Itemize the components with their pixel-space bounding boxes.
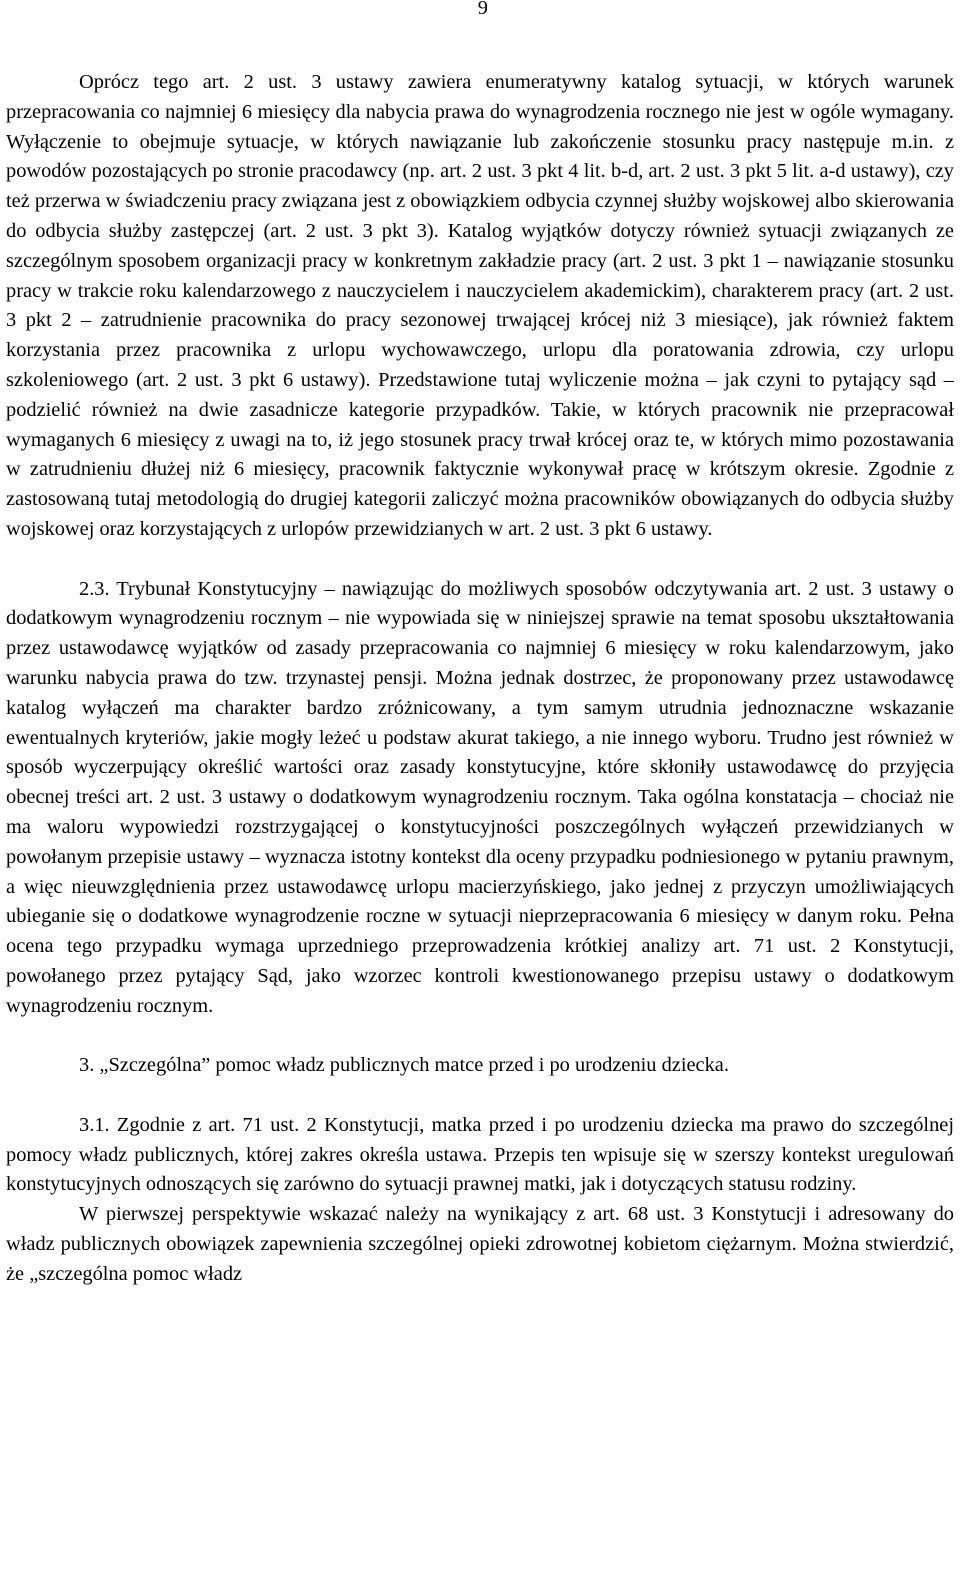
section-heading-3: 3. „Szczególna” pomoc władz publicznych matce przed i po urodzeniu dziecka. <box>79 1054 729 1077</box>
paragraph-section-2-3: 2.3. Trybunał Konstytucyjny – nawiązując do możliwych sposobów odczytywania art. 2 ust. 3 ustawy o dodatkowym wynagrodzeniu rocznym – nie wypowiada się w niniejszej sprawie na temat sposobu ukształtowania przez ustawodawcę wyjątków od zasady przepracowania co najmniej 6 miesięcy w roku kalendarzowym, jako warunku nabycia prawa do tzw. trzynastej pensji. Można jednak dostrzec, że proponowany przez ustawodawcę katalog wyłączeń ma charakter bardzo zróżnicowany, a tym samym utrudnia jednoznaczne wskazanie ewentualnych kryteriów, jakie mogły leżeć u podstaw akurat takiego, a nie innego wyboru. Trudno jest również w sposób wyczerpujący określić wartości oraz zasady konstytucyjne, które skłoniły ustawodawcę do przyjęcia obecnej treści art. 2 ust. 3 ustawy o dodatkowym wynagrodzeniu rocznym. Taka ogólna konstatacja – chociaż nie ma waloru wypowiedzi rozstrzygającej o konstytucyjności poszczególnych wyłączeń przewidzianych w powołanym przepisie ustawy – wyznacza istotny kontekst dla oceny przypadku podniesionego w pytaniu prawnym, a więc nieuwzględnienia przez ustawodawcę urlopu macierzyńskiego, jako jednej z przyczyn umożliwiających ubieganie się o dodatkowe wynagrodzenie roczne w sytuacji nieprzepracowania 6 miesięcy w danym roku. Pełna ocena tego przypadku wymaga uprzedniego przeprowadzenia krótkiej analizy art. 71 ust. 2 Konstytucji, powołanego przez pytający Sąd, jako wzorzec kontroli kwestionowanego przepisu ustawy o dodatkowym wynagrodzeniu rocznym. <box>6 577 954 1017</box>
paragraph-spacer <box>6 1022 954 1052</box>
document-body <box>6 68 954 1290</box>
paragraph-spacer <box>6 545 954 575</box>
paragraph-exceptions-catalog: Oprócz tego art. 2 ust. 3 ustawy zawiera enumeratywny katalog sytuacji, w których warunek przepracowania co najmniej 6 miesięcy dla nabycia prawa do wynagrodzenia rocznego nie jest w ogóle wymagany. Wyłączenie to obejmuje sytuacje, w których nawiązanie lub zakończenie stosunku pracy następuje m.in. z powodów pozostających po stronie pracodawcy (np. art. 2 ust. 3 pkt 4 lit. b-d, art. 2 ust. 3 pkt 5 lit. a-d ustawy), czy też przerwa w świadczeniu pracy związana jest z obowiązkiem odbycia czynnej służby wojskowej albo skierowania do odbycia służby zastępczej (art. 2 ust. 3 pkt 3). Katalog wyjątków dotyczy również sytuacji związanych ze szczególnym sposobem organizacji pracy w konkretnym zakładzie pracy (art. 2 ust. 3 pkt 1 – nawiązanie stosunku pracy w trakcie roku kalendarzowego z nauczycielem i nauczycielem akademickim), charakterem pracy (art. 2 ust. 3 pkt 2 – zatrudnienie pracownika do pracy sezonowej trwającej krócej niż 3 miesiące), jak również faktem korzystania przez pracownika z urlopu wychowawczego, urlopu dla poratowania zdrowia, czy urlopu szkoleniowego (art. 2 ust. 3 pkt 6 ustawy). Przedstawione tutaj wyliczenie można – jak czyni to pytający sąd – podzielić również na dwie zasadnicze kategorie przypadków. Takie, w których pracownik nie przepracował wymaganych 6 miesięcy z uwagi na to, iż jego stosunek pracy trwał krócej oraz te, w których mimo pozostawania w zatrudnieniu dłużej niż 6 miesięcy, pracownik faktycznie wykonywał pracę w krótszym okresie. Zgodnie z zastosowaną tutaj metodologią do drugiej kategorii zaliczyć można pracowników obowiązanych do odbycia służby wojskowej oraz korzystających z urlopów przewidzianych w art. 2 ust. 3 pkt 6 ustawy. <box>6 71 954 540</box>
page-number: 9 <box>477 0 488 19</box>
paragraph-spacer <box>6 1081 954 1111</box>
paragraph-first-perspective: W pierwszej perspektywie wskazać należy na wynikający z art. 68 ust. 3 Konstytucji i adresowany do władz publicznych obowiązek zapewnienia szczególnej opieki zdrowotnej kobietom ciężarnym. Można stwierdzić, że „szczególna pomoc władz <box>6 1203 954 1285</box>
paragraph-section-3-1: 3.1. Zgodnie z art. 71 ust. 2 Konstytucji, matka przed i po urodzeniu dziecka ma prawo do szczególnej pomocy władz publicznych, której zakres określa ustawa. Przepis ten wpisuje się w szerszy kontekst uregulowań konstytucyjnych odnoszących się zarówno do sytuacji prawnej matki, jak i dotyczących statusu rodziny. <box>6 1113 954 1196</box>
